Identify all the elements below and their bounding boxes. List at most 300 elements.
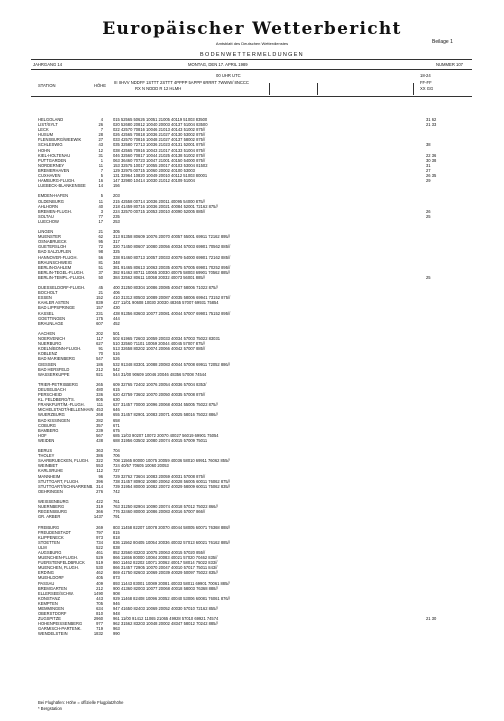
observation-codes: 320 71450 80607 10080 20056 40034 57003 69901 70562 885// [113, 244, 231, 250]
observation-codes: 761 [113, 499, 120, 505]
station-height: 96 [98, 473, 103, 479]
observation-codes: 869 41750 82603 10069 20039 40029 50097 75022 835// [113, 570, 218, 576]
station-name: ELLERSEE/SCHW. [38, 590, 74, 596]
station-name: STUTTGART/SCHNARRENB. [38, 483, 94, 489]
station-name: KASSEL [38, 310, 54, 316]
station-height: 5 [100, 193, 103, 199]
observation-codes: 866 11656 80000 10084 20083 40021 57020 70462 835// [113, 555, 218, 561]
station-height: 265 [96, 381, 103, 387]
station-height: 1 [100, 157, 103, 163]
wind-gust: 21 30 [426, 616, 437, 622]
station-name: LIST/SYLT [38, 122, 58, 128]
observation-codes: 438 91356 83603 10077 20081 40044 57007 69901 75152 895// [113, 310, 231, 316]
observation-codes: 908 [113, 590, 120, 596]
observation-codes: 215 42558 00714 10036 20011 40095 54000 875// [113, 198, 205, 204]
station-name: GR. ARBER [38, 514, 61, 520]
observation-codes: 929 11468 82408 10096 20052 40040 53006 60081 76061 876// [113, 595, 230, 601]
observation-codes: 502 61965 72603 10059 20033 40034 57003 75022 83031 [113, 336, 220, 342]
station-height: 366 [96, 509, 103, 515]
divider [413, 83, 414, 95]
observation-codes: 900 41360 82003 10077 20068 40018 58003 76368 888// [113, 585, 218, 591]
station-height: 152 [96, 295, 103, 301]
observation-codes: 153 32575 10017 10055 20017 40103 53004 81502 [113, 162, 208, 168]
station-height: 111 [96, 402, 103, 408]
station-height: 175 [96, 315, 103, 321]
station-height: 438 [96, 437, 103, 443]
observation-codes: 836 11562 80405 10054 20036 40032 57013 60021 76162 885// [113, 539, 230, 545]
station-name: COBURG [38, 422, 56, 428]
divider [31, 96, 472, 97]
observation-codes: 317 [113, 239, 120, 245]
jahrgang-label: JAHRGANG 14 [33, 62, 63, 67]
station-height: 567 [96, 432, 103, 438]
station-height: 269 [96, 524, 103, 530]
station-height: 157 [96, 305, 103, 311]
observation-codes: 630 [113, 397, 120, 403]
station-height: 26 [98, 122, 103, 128]
station-name: ZUGSPITZE [38, 616, 61, 622]
station-name: OBERSTDORF [38, 611, 67, 617]
station-name: FREIBURG [38, 524, 60, 530]
observation-codes: 738 31457 80902 10080 20062 40028 56005 60011 76062 875// [113, 478, 230, 484]
station-height: 797 [96, 529, 103, 535]
station-name: BERLIN-TEGEL-FLUGH. [38, 269, 84, 275]
station-height: 443 [96, 595, 103, 601]
station-name: WENDELSTEIN [38, 631, 68, 637]
station-name: SAARBRUECKEN, FLUGH. [38, 458, 90, 464]
station-name: PASSAU [38, 580, 55, 586]
station-name: BREMERHAVEN [38, 167, 70, 173]
observation-codes: 658 [113, 417, 120, 423]
station-name: MUENCHEN, FLUGH. [38, 565, 79, 571]
observation-codes: 063 36460 70723 10047 21001 40150 54000 875// [113, 157, 206, 163]
station-name: REGENSBURG [38, 509, 68, 515]
station-height: 409 [96, 580, 103, 586]
wind-gust: 30 38 [426, 157, 437, 163]
observation-codes: 706 [113, 453, 120, 459]
observation-codes: 646 [113, 407, 120, 413]
station-height: 7 [100, 167, 103, 173]
station-name: WEIDEN [38, 437, 55, 443]
station-height: 805 [96, 397, 103, 403]
observation-codes: 033 42570 70816 10048 21027 40137 58002 875// [113, 137, 206, 143]
observation-codes: 620 42759 73602 10070 20050 40035 57008 875// [113, 392, 206, 398]
section-title: BODENWETTERMELDUNGEN [200, 52, 304, 58]
station-name: AACHEN [38, 330, 56, 336]
observation-codes: 384 32562 80611 10058 20032 40073 56001 885// [113, 274, 205, 280]
station-height: 95 [98, 239, 103, 245]
divider [269, 83, 270, 95]
observation-codes: 381 91465 80613 10063 20035 40075 57005 69901 70252 895// [113, 264, 231, 270]
station-height: 1832 [93, 631, 103, 637]
station-name: MUENCHEN-FLUGH. [38, 555, 79, 561]
station-height: 11 [98, 198, 103, 204]
wind-gust: 25 [426, 213, 431, 219]
station-height: 462 [96, 570, 103, 576]
divider [317, 83, 318, 95]
observation-codes: 860 11462 82202 10071 20062 40017 58014 75022 833// [113, 560, 218, 566]
station-name: WASSERKUPPE [38, 371, 70, 377]
divider [31, 69, 472, 70]
observation-codes: 675 [113, 427, 120, 433]
station-height: 268 [96, 412, 103, 418]
station-height: 40 [98, 203, 103, 209]
observation-codes: 609 32765 72402 10076 20054 40036 57004 8353/ [113, 381, 207, 387]
column-hoehe: HÖHE [94, 83, 107, 88]
station-name: TRIER-PETRISBERG [38, 381, 79, 387]
observation-codes: 501 [113, 330, 120, 336]
observation-codes: 382 91462 80711 10065 20030 40075 58003 69901 70562 885// [113, 269, 230, 275]
station-height: 28 [98, 132, 103, 138]
station-name: KARLSRUHE [38, 468, 64, 474]
observation-codes: 544 31/00 90609 10046 20046 48356 57008 74544 [113, 371, 207, 377]
station-name: MANNHEIM [38, 473, 61, 479]
station-height: 627 [96, 341, 103, 347]
station-height: 2960 [93, 616, 103, 622]
station-name: MUENSTER [38, 234, 61, 240]
station-name: GIESSEN [38, 361, 57, 367]
observation-codes: 532 91348 83301 10088 20083 40044 57008 69911 72052 886// [113, 361, 230, 367]
station-height: 396 [96, 478, 103, 484]
station-height: 98 [98, 249, 103, 255]
station-height: 3 [100, 208, 103, 214]
station-name: NUERBURG [38, 341, 62, 347]
observation-codes: 338 91460 80713 10057 20033 40079 54000 69901 72162 885// [113, 254, 231, 260]
station-height: 12 [98, 147, 103, 153]
observation-codes: 235 [113, 213, 120, 219]
observation-codes: 203 [113, 193, 120, 199]
station-height: 62 [98, 234, 103, 240]
station-name: MICHELSTADT/HELLENHAIN [38, 407, 94, 413]
station-height: 810 [96, 611, 103, 617]
observation-codes: 791 [113, 514, 120, 520]
observation-codes: 129 32975 00715 10060 20002 40100 53003 [113, 167, 195, 173]
station-height: 276 [96, 488, 103, 494]
station-name: AUGSBURG [38, 549, 62, 555]
station-name: MUEHLDORF [38, 575, 64, 581]
observation-codes: 818 [113, 534, 120, 540]
observation-codes: 962 31562 83203 10048 20002 48347 58012 70242 885// [113, 621, 218, 627]
wind-gust: 21 33 [426, 122, 437, 128]
wind-gust: 26 35 [426, 173, 437, 179]
wind-gust: 25 [426, 274, 431, 280]
station-name: BAD MARIENBERG [38, 356, 76, 362]
station-name: AHLHORN [38, 203, 59, 209]
station-name: EMDEN-HAFEN [38, 193, 69, 199]
observation-codes: 704 [113, 448, 120, 454]
station-name: BRAUNLAGE [38, 320, 64, 326]
footnote: * Bergstation [38, 706, 62, 711]
station-height: 91 [98, 346, 103, 352]
issue-number: NUMMER 107 [436, 62, 463, 67]
observation-codes: 815 [113, 529, 120, 535]
station-height: 21 [98, 290, 103, 296]
station-name: HUSUM [38, 132, 54, 138]
observation-codes: 852 32560 83203 10075 20063 40015 57020 855// [113, 549, 206, 555]
station-name: WUERZBURG [38, 412, 65, 418]
station-height: 453 [96, 407, 103, 413]
station-name: HAMBURG-FLUGH. [38, 178, 76, 184]
table-row [38, 631, 468, 636]
station-name: LUECHOW [38, 218, 59, 224]
station-height: 839 [96, 300, 103, 306]
observation-codes: 427 11/01 90608 10030 20030 48365 57007 69931 75854 [113, 300, 219, 306]
station-height: 319 [96, 504, 103, 510]
station-height: 480 [96, 386, 103, 392]
wind-gust: 22 36 [426, 152, 437, 158]
station-name: ESSEN [38, 295, 52, 301]
observation-codes: 026 42565 70818 10036 21027 40130 53002 875// [113, 132, 206, 138]
station-name: LUEBECK-BLANKENSEE [38, 183, 86, 189]
station-height: 112 [96, 468, 103, 474]
station-height: 21 [98, 229, 103, 235]
station-height: 16 [98, 178, 103, 184]
observation-codes: 946 [113, 600, 120, 606]
station-name: ULM [38, 544, 47, 550]
station-height: 45 [98, 285, 103, 291]
period-label: 18-24 [420, 73, 431, 78]
station-height: 314 [96, 483, 103, 489]
station-name: GARMISCH-PARTENK. [38, 626, 82, 632]
station-name: BRAUNSCHWEIG [38, 259, 72, 265]
observation-codes: 776 32460 80000 10086 20083 40016 57007 866// [113, 509, 206, 515]
observation-codes: 724 40/57 70605 10060 20053 [113, 463, 169, 469]
station-height: 336 [96, 392, 103, 398]
observation-codes: 948 [113, 611, 120, 617]
station-name: SOLTAU [38, 213, 54, 219]
column-station: STATION [38, 83, 56, 88]
station-name: BREMGARTEN [38, 585, 67, 591]
observation-codes: 838 [113, 544, 120, 550]
wind-gust: 31 [426, 162, 431, 168]
column-codes-sub: RX N NDDD R 12 HLMH [135, 86, 182, 91]
observation-codes: 156 [113, 183, 120, 189]
station-name: KEMPTEN [38, 600, 58, 606]
station-name: WEISSENBURG [38, 499, 69, 505]
station-name: NOERVENICH [38, 336, 66, 342]
station-name: BERLIN-TEMPL.-FLUGH. [38, 274, 86, 280]
station-height: 386 [96, 453, 103, 459]
observation-codes: 147 32980 10414 10030 21012 40109 51004 [113, 178, 195, 184]
station-height: 1490 [93, 590, 103, 596]
observation-codes: 655 31457 82901 10083 20071 40025 58016 75022 886// [113, 412, 218, 418]
station-height: 56 [98, 254, 103, 260]
wind-gust: 27 [426, 167, 431, 173]
observation-codes: 430 [113, 305, 120, 311]
station-height: 529 [96, 555, 103, 561]
observation-codes: 961 11/00 91412 11065 21065 49928 57010 69921 74574 [113, 616, 219, 622]
station-height: 31 [98, 152, 103, 158]
station-height: 405 [96, 575, 103, 581]
station-name: NUERNBERG [38, 504, 65, 510]
divider [31, 59, 472, 60]
column-codes: III IIHVV NDDFF 1STTT 2STTT 4PPPP 5APPP 6RRRT 7WWW/ 8NCCC [114, 80, 249, 85]
station-name: FLENSBURG/WEEWIK [38, 137, 82, 143]
station-name: BAD LIPPSPRINGE [38, 305, 75, 311]
observation-codes: 542 [113, 366, 120, 372]
station-height: 50 [98, 274, 103, 280]
station-height: 202 [96, 330, 103, 336]
station-height: 231 [96, 310, 103, 316]
observation-codes: 990 [113, 631, 120, 637]
station-height: 43 [98, 142, 103, 148]
observation-codes: 963 [113, 626, 120, 632]
station-name: HOF [38, 432, 47, 438]
station-height: 461 [96, 549, 103, 555]
observation-codes: 348 [113, 259, 120, 265]
station-height: 553 [96, 463, 103, 469]
observation-codes: 526 [113, 356, 120, 362]
observation-codes: 452 [113, 320, 120, 326]
station-name: STOETTEN [38, 539, 60, 545]
station-name: FUERSTENFELDBRUCK [38, 560, 85, 566]
wind-gust: 26 [426, 208, 431, 214]
station-name: ERDING [38, 570, 54, 576]
station-height: 4 [100, 117, 103, 122]
observation-codes: 400 31250 80304 10086 20085 40047 58006 71022 875// [113, 285, 218, 291]
station-name: HOHENPEISSENBERG [38, 621, 83, 627]
station-height: 519 [96, 560, 103, 566]
station-name: FREUDENSTADT [38, 529, 71, 535]
station-name: OLDENBURG [38, 198, 64, 204]
observation-codes: 035 32580 72713 10036 21023 40131 52001 875// [113, 142, 206, 148]
station-height: 522 [96, 544, 103, 550]
station-height: 51 [98, 264, 103, 270]
station-height: 734 [96, 539, 103, 545]
observation-codes: 803 11458 82207 10078 20070 40044 58005 60071 76368 888// [113, 524, 230, 530]
station-name: OEHRINGEN [38, 488, 63, 494]
observation-codes: 729 32762 73604 10083 20059 40031 57008 875// [113, 473, 206, 479]
station-name: BOCHOLT [38, 290, 58, 296]
observation-codes: 020 52680 20812 10040 20003 40137 51004 83500 [113, 122, 208, 128]
station-name: PERSCHEID [38, 392, 62, 398]
station-name: KONSTANZ [38, 595, 60, 601]
station-name: BREMEN-FLUGH. [38, 208, 72, 214]
station-height: 81 [98, 259, 103, 265]
observation-codes: 046 32560 70817 10044 21025 40138 51002 875// [113, 152, 206, 158]
station-name: KOELN/BONN-FLUGH. [38, 346, 82, 352]
wind-gust: 29 [426, 178, 431, 184]
station-height: 282 [96, 417, 103, 423]
station-name: THOLEY [38, 453, 55, 459]
page-subtitle: Amtsblatt des Deutschen Wetterdienstes [215, 41, 289, 46]
station-name: HOHN [38, 147, 51, 153]
column-right: FF-FF [420, 80, 432, 85]
station-height: 7 [100, 127, 103, 133]
observation-codes: 947 41650 82403 10069 20052 40030 57010 72162 855// [113, 606, 218, 611]
station-name: HANNOVER-FLUGH. [38, 254, 78, 260]
station-height: 212 [96, 585, 103, 591]
station-height: 719 [96, 626, 103, 632]
beilage-label: Beilage 1 [432, 39, 453, 45]
time-label: 00 UHR UTC [216, 73, 241, 78]
observation-codes: 893 11443 83001 10089 20081 40033 58011 69901 70061 885// [113, 580, 230, 586]
date-label: MONTAG, DEN 17. APRIL 1989 [188, 62, 248, 67]
observation-codes: 022 42570 70816 10046 21013 40143 51002 875// [113, 127, 206, 133]
station-name: GOETTINGEN [38, 315, 66, 321]
observation-codes: 866 31457 72905 10070 20047 40010 57017 75011 843// [113, 565, 218, 571]
station-name: DEUSELBACH [38, 386, 66, 392]
observation-codes: 313 91358 80609 10076 20070 40057 55001 69911 72162 895// [113, 234, 230, 240]
station-table [38, 117, 468, 637]
observation-codes: 742 [113, 488, 120, 494]
station-height: 27 [98, 137, 103, 143]
station-height: 77 [98, 213, 103, 219]
observation-codes: 305 [113, 229, 120, 235]
observation-codes: 410 31312 80503 10089 20087 40035 58006 69941 73152 875// [113, 295, 231, 301]
station-name: BAD HERSFELD [38, 366, 70, 372]
observation-codes: 739 31954 80000 10082 20072 40029 58009 60011 75062 835// [113, 483, 230, 489]
observation-codes: 615 [113, 386, 120, 392]
station-name: BAD KISSINGEN [38, 417, 70, 423]
station-name: NORDERNEY [38, 162, 65, 168]
station-name: BAD SALZUFLEN [38, 249, 72, 255]
column-right-sub: XX GG [420, 86, 434, 91]
station-height: 973 [96, 534, 103, 540]
station-height: 70 [98, 351, 103, 357]
station-height: 14 [98, 183, 103, 189]
station-height: 357 [96, 422, 103, 428]
observation-codes: 763 31250 82904 10090 20074 40018 57012 75022 866// [113, 504, 218, 510]
station-height: 117 [96, 336, 103, 342]
station-name: KL. FELDBERG/TS. [38, 397, 75, 403]
observation-codes: 873 [113, 575, 120, 581]
observation-codes: 510 32560 71101 10059 20044 40045 57007 875// [113, 341, 205, 347]
observation-codes: 406 [113, 290, 120, 296]
station-name: KLIPPENECK [38, 534, 64, 540]
station-name: BERUS [38, 448, 53, 454]
observation-codes: 131 32964 10820 10049 20010 40112 51003 80001 [113, 173, 208, 179]
station-name: FRANKFURT/M.-FLUGH. [38, 402, 85, 408]
station-height: 322 [96, 458, 103, 464]
station-name: BERLIN-DAHLEM [38, 264, 72, 270]
station-name: PUTTGARDEN [38, 157, 67, 163]
station-name: LECK [38, 127, 49, 133]
station-name: OSNABRUECK [38, 239, 67, 245]
station-height: 11 [98, 162, 103, 168]
observation-codes: 325 [113, 249, 120, 255]
station-name: CUXHAVEN [38, 173, 61, 179]
station-height: 422 [96, 499, 103, 505]
observation-codes: 708 11565 80000 10075 20059 40036 58010 69911 76062 855// [113, 458, 230, 464]
station-height: 607 [96, 320, 103, 326]
observation-codes: 727 [113, 468, 120, 474]
observation-codes: 671 [113, 422, 120, 428]
station-name: WEINBIET [38, 463, 58, 469]
observation-codes: 015 52565 50626 10051 21005 40119 51003 83500 [113, 117, 208, 122]
station-name: KAHLER ASTEN [38, 300, 69, 306]
station-name: LINGEN [38, 229, 54, 235]
station-height: 547 [96, 356, 103, 362]
observation-codes: 685 11/03 90207 10072 20070 40027 56019 69901 75054 [113, 432, 219, 438]
station-height: 363 [96, 448, 103, 454]
station-height: 977 [96, 621, 103, 627]
station-name: SCHLESWIG [38, 142, 63, 148]
page-title: Europäischer Wetterbericht [102, 19, 402, 39]
station-name: KOBLENZ [38, 351, 58, 357]
observation-codes: 444 [113, 315, 120, 321]
station-name: MEMMINGEN [38, 606, 64, 611]
observation-codes: 224 32570 00715 10053 20010 40090 52005 885// [113, 208, 206, 214]
observation-codes: 513 32658 80202 10074 20066 40042 57007 885// [113, 346, 206, 352]
station-name: HELGOLAND [38, 117, 64, 122]
station-name: KIEL-HOLTENAU [38, 152, 71, 158]
observation-codes: 516 [113, 351, 120, 357]
station-height: 1437 [93, 514, 103, 520]
station-height: 17 [98, 218, 103, 224]
station-height: 530 [96, 565, 103, 571]
station-name: DUESSELDORF-FLUGH. [38, 285, 86, 291]
